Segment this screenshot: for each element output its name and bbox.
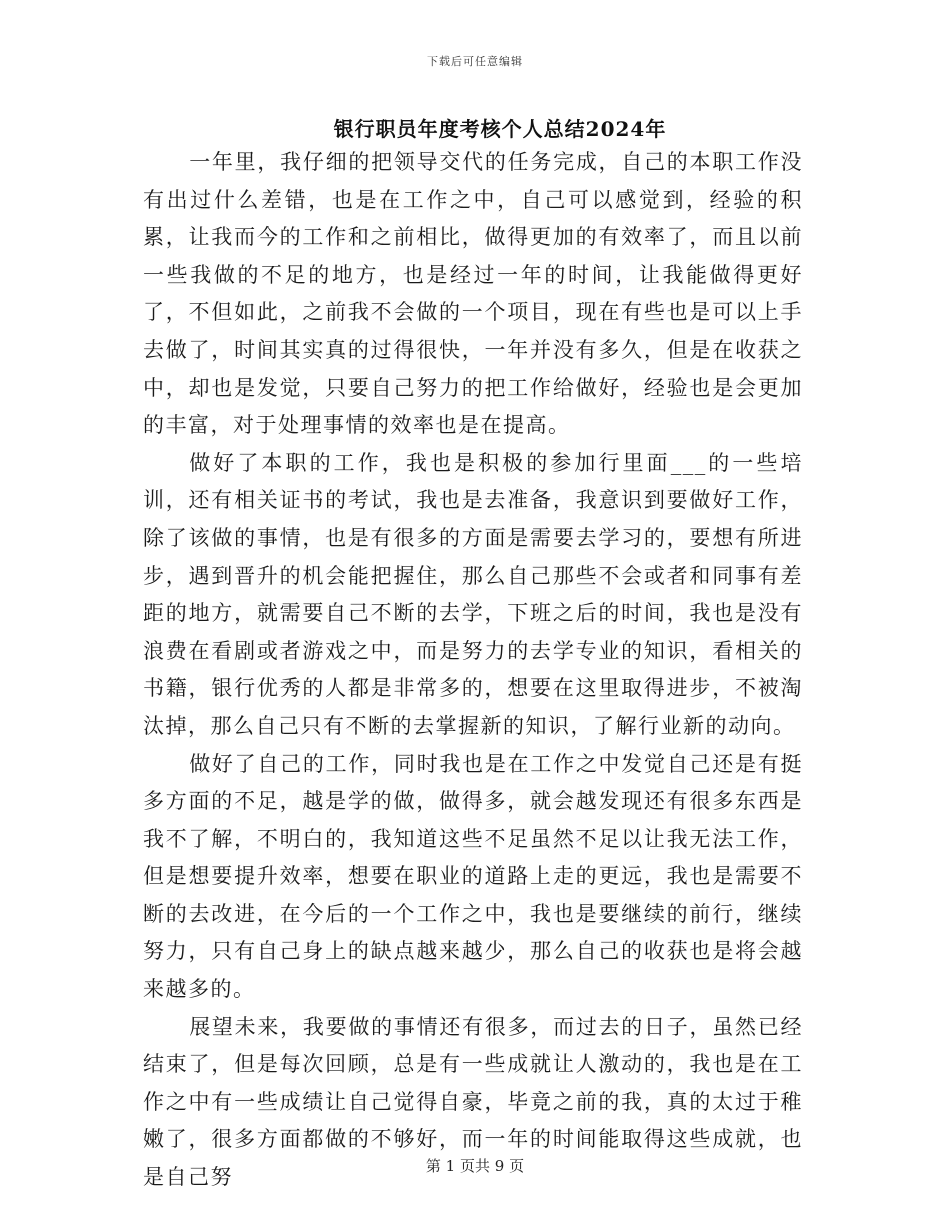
paragraph-4: 展望未来，我要做的事情还有很多，而过去的日子，虽然已经结束了，但是每次回顾，总是有一些成就让人激动的，我也是在工作之中有一些成绩让自己觉得自豪，毕竟之前的我，真的太过于稚嫩了，很多方面都做的不够好，而一年的时间能取得这些成就，也是自己努 xyxy=(143,1014,803,1190)
page-number: 第 1 页共 9 页 xyxy=(425,1157,525,1175)
paragraph-3: 做好了自己的工作，同时我也是在工作之中发觉自己还是有挺多方面的不足，越是学的做，做得多，就会越发现还有很多东西是我不了解，不明白的，我知道这些不足虽然不足以让我无法工作，但是想要提升效率，想要在职业的道路上走的更远，我也是需要不断的去改进，在今后的一个工作之中，我也是要继续的前行，继续努力，只有自己身上的缺点越来越少，那么自己的收获也是将会越来越多的。 xyxy=(143,751,803,1002)
paragraph-2: 做好了本职的工作，我也是积极的参加行里面___的一些培训，还有相关证书的考试，我也是去准备，我意识到要做好工作，除了该做的事情，也是有很多的方面是需要去学习的，要想有所进步，遇到晋升的机会能把握住，那么自己那些不会或者和同事有差距的地方，就需要自己不断的去学，下班之后的时间，我也是没有浪费在看剧或者游戏之中，而是努力的去学专业的知识，看相关的书籍，银行优秀的人都是非常多的，想要在这里取得进步，不被淘汰掉，那么自己只有不断的去掌握新的知识，了解行业新的动向。 xyxy=(143,450,803,738)
document-title: 银行职员年度考核个人总结2024年 xyxy=(333,117,667,141)
paragraph-1: 一年里，我仔细的把领导交代的任务完成，自己的本职工作没有出过什么差错，也是在工作之中，自己可以感觉到，经验的积累，让我而今的工作和之前相比，做得更加的有效率了，而且以前一些我做的不足的地方，也是经过一年的时间，让我能做得更好了，不但如此，之前我不会做的一个项目，现在有些也是可以上手去做了，时间其实真的过得很快，一年并没有多久，但是在收获之中，却也是发觉，只要自己努力的把工作给做好，经验也是会更加的丰富，对于处理事情的效率也是在提高。 xyxy=(143,150,803,438)
header-note: 下载后可任意编辑 xyxy=(427,55,523,68)
document-body xyxy=(143,144,803,1197)
